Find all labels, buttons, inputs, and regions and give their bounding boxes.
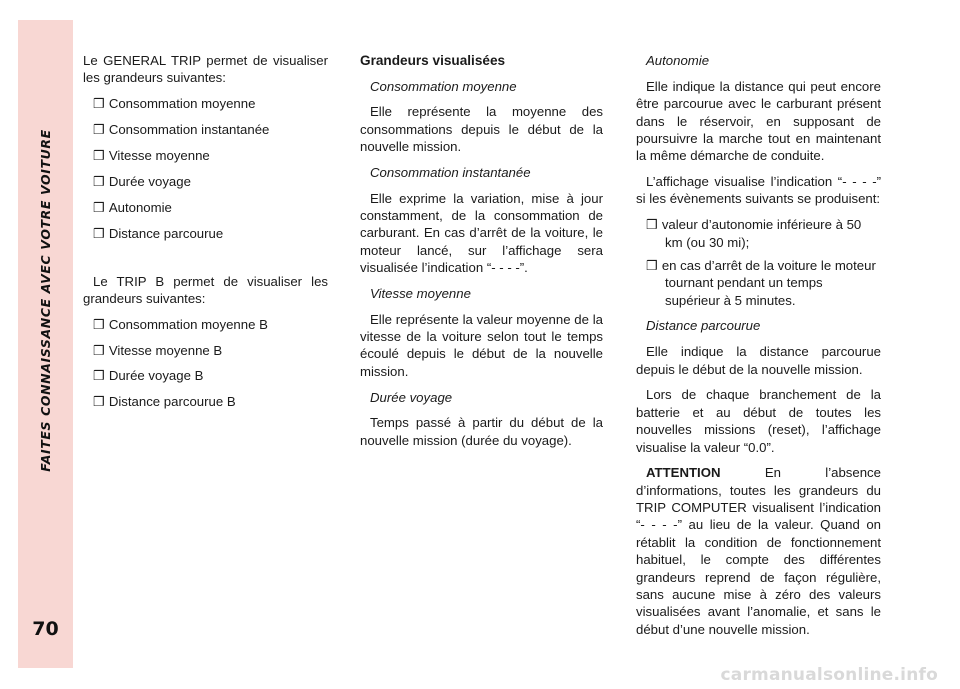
column-middle (360, 52, 603, 457)
watermark: carmanualsonline.info (720, 665, 938, 685)
trip-b-list (83, 316, 328, 411)
list-item: ❒ Consommation instantanée (93, 122, 270, 138)
checkbox-bullet-icon: ❒ (93, 147, 105, 163)
subtitle-consommation-instantanee: Consommation instantanée (370, 164, 531, 180)
checkbox-bullet-icon: ❒ (93, 342, 105, 358)
subtitle-consommation-moyenne: Consommation moyenne (370, 78, 517, 94)
checkbox-bullet-icon: ❒ (93, 316, 105, 332)
side-band (18, 20, 73, 668)
checkbox-bullet-icon: ❒ (93, 394, 105, 410)
warning-paragraph (636, 464, 881, 638)
text-consommation-instantanee: Elle exprime la variation, mise à jour constamment, de la consommation de carburant. En cas d’arrêt de la voiture, le moteur lancé, sur l’affichage sera visualisée l’indication “- - - -”. (360, 190, 603, 276)
page-number: 70 (32, 618, 59, 640)
list-item: ❒ Consommation moyenne (93, 96, 256, 112)
section-heading: Grandeurs visualisées (360, 53, 506, 68)
list-item: ❒ Distance parcourue B (93, 394, 236, 410)
column-right (636, 52, 881, 647)
list-item: ❒ Autonomie (93, 199, 172, 215)
checkbox-bullet-icon: ❒ (93, 225, 105, 241)
general-trip-intro: Le GENERAL TRIP permet de visualiser les grandeurs suivantes: (83, 53, 328, 86)
checkbox-bullet-icon: ❒ (93, 199, 105, 215)
list-item: ❒ en cas d’arrêt de la voiture le moteur tournant pendant un temps supérieur à 5 minutes. (646, 257, 876, 308)
column-left (83, 52, 328, 419)
warning-text: En l’absence d’informations, toutes les grandeurs du TRIP COMPUTER visualisent l’indication “- - - -” au lieu de la valeur. Quand on rétablit la condition de fonctionnement habituel, le compte des différentes grandeurs reprend de façon régulière, sans aucune mise à zéro des valeurs visualisées avant l’anomalie, et sans le début d’une nouvelle mission. (636, 465, 881, 637)
checkbox-bullet-icon: ❒ (646, 257, 658, 273)
checkbox-bullet-icon: ❒ (93, 96, 105, 112)
text-affichage: L’affichage visualise l’indication “- - - -” si les évènements suivants se produisent: (636, 174, 881, 207)
section-title-vertical: FAITES CONNAISSANCE AVEC VOTRE VOITURE (38, 128, 54, 472)
subtitle-distance-parcourue: Distance parcourue (646, 318, 761, 334)
text-autonomie: Elle indique la distance qui peut encore être parcourue avec le carburant présent dans le réservoir, en supposant de poursuivre la marche tout en maintenant la même démarche de conduite. (636, 78, 881, 164)
conditions-list (636, 216, 881, 309)
general-trip-list (83, 95, 328, 242)
checkbox-bullet-icon: ❒ (93, 368, 105, 384)
list-item: ❒ Consommation moyenne B (93, 316, 268, 332)
checkbox-bullet-icon: ❒ (93, 173, 105, 189)
list-item: ❒ Durée voyage (93, 173, 191, 189)
text-consommation-moyenne: Elle représente la moyenne des consommations depuis le début de la nouvelle mission. (360, 104, 603, 155)
text-distance-parcourue: Elle indique la distance parcourue depuis le début de la nouvelle mission. (636, 344, 881, 377)
list-item: ❒ Distance parcourue (93, 225, 224, 241)
list-item: ❒ Vitesse moyenne B (93, 342, 223, 358)
trip-b-intro: Le TRIP B permet de visualiser les grandeurs suivantes: (83, 273, 328, 306)
list-item: ❒ Durée voyage B (93, 368, 204, 384)
subtitle-duree-voyage: Durée voyage (370, 389, 453, 405)
checkbox-bullet-icon: ❒ (93, 122, 105, 138)
subtitle-vitesse-moyenne: Vitesse moyenne (370, 285, 471, 301)
list-item: ❒ valeur d’autonomie inférieure à 50 km (ou 30 mi); (646, 217, 862, 250)
text-duree-voyage: Temps passé à partir du début de la nouvelle mission (durée du voyage). (360, 415, 603, 448)
text-reset: Lors de chaque branchement de la batterie et au début de toutes les nouvelles missions (reset), l’affichage visualise la valeur “0.0”. (636, 387, 881, 455)
subtitle-autonomie: Autonomie (646, 53, 710, 68)
text-vitesse-moyenne: Elle représente la valeur moyenne de la vitesse de la voiture selon tout le temps écoulé depuis le début de la nouvelle mission. (360, 311, 603, 379)
warning-label: ATTENTION (646, 465, 721, 481)
checkbox-bullet-icon: ❒ (646, 217, 658, 233)
list-item: ❒ Vitesse moyenne (93, 147, 210, 163)
